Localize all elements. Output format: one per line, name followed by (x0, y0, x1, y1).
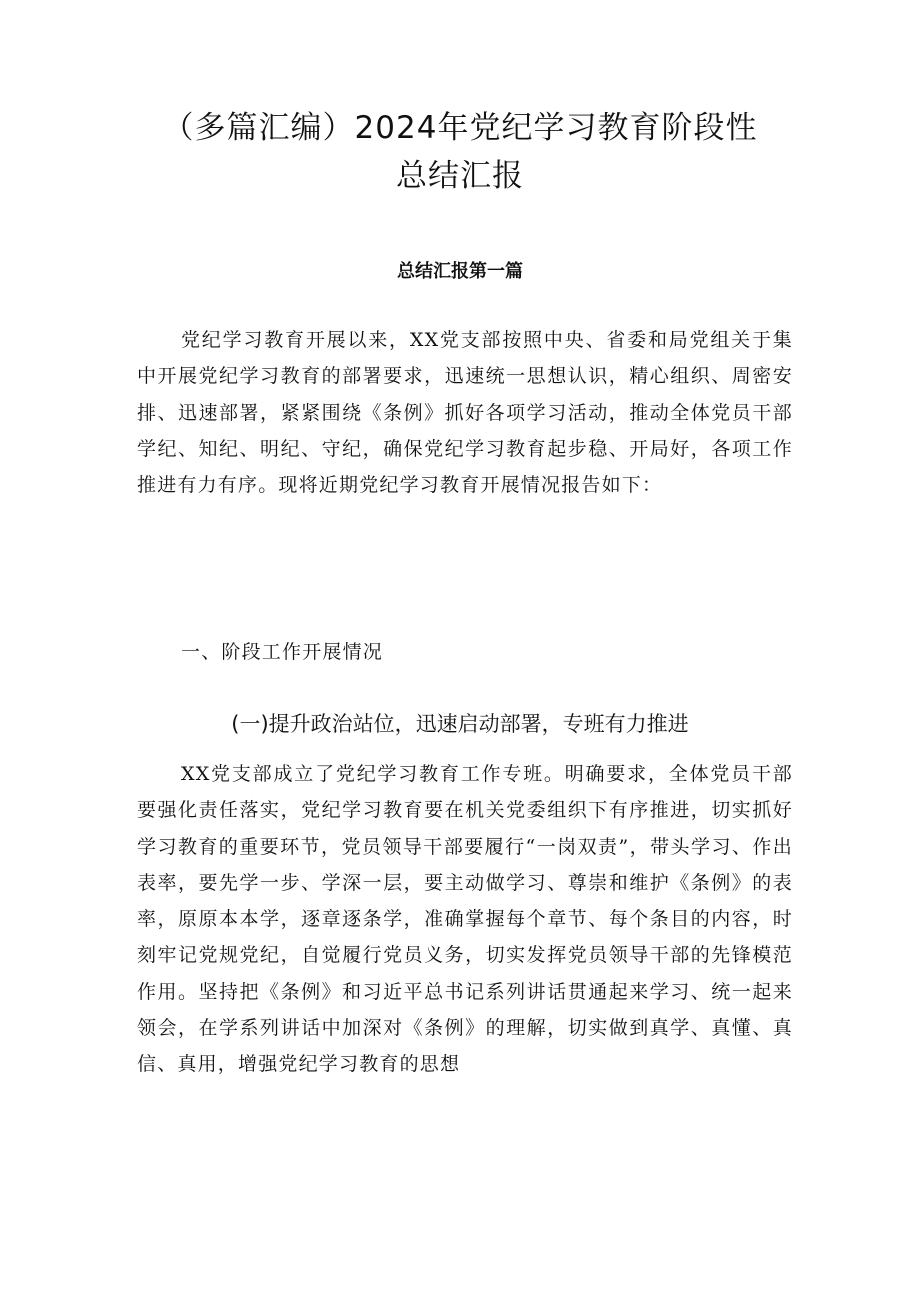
document-title-line-1: （多篇汇编）2024年党纪学习教育阶段性 (162, 110, 758, 146)
intro-paragraph: 党纪学习教育开展以来，XX党支部按照中央、省委和局党组关于集中开展党纪学习教育的部署要求，迅速统一思想认识，精心组织、周密安排、迅速部署，紧紧围绕《条例》抓好各项学习活动，推动全体党员干部学纪、知纪、明纪、守纪，确保党纪学习教育起步稳、开局好，各项工作推进有力有序。现将近期党纪学习教育开展情况报告如下： (137, 329, 793, 497)
section-title: 总结汇报第一篇 (397, 261, 523, 282)
subheading-level-2: (一)提升政治站位，迅速启动部署，专班有力推进 (231, 712, 689, 736)
document-title (100, 104, 820, 200)
heading-level-1: 一、阶段工作开展情况 (181, 641, 384, 663)
body-paragraph: XX党支部成立了党纪学习教育工作专班。明确要求，全体党员干部要强化责任落实，党纪学习教育要在机关党委组织下有序推进，切实抓好学习教育的重要环节，党员领导干部要履行“一岗双责”，带头学习、作出表率，要先学一步、学深一层，要主动做学习、尊崇和维护《条例》的表率，原原本本学，逐章逐条学，准确掌握每个章节、每个条目的内容，时刻牢记党规党纪，自觉履行党员义务，切实发挥党员领导干部的先锋模范作用。坚持把《条例》和习近平总书记系列讲话贯通起来学习、统一起来领会，在学系列讲话中加深对《条例》的理解，切实做到真学、真懂、真信、真用，增强党纪学习教育的思想 (137, 763, 793, 1076)
document-title-line-2: 总结汇报 (396, 158, 524, 194)
